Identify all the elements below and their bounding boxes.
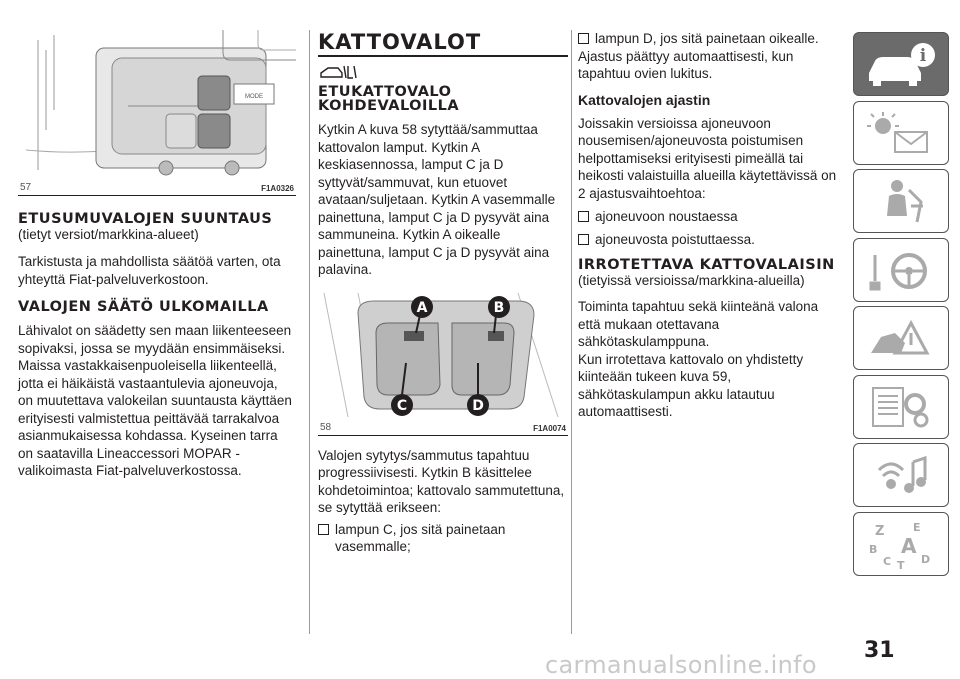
- tab-steering-wheel[interactable]: [853, 238, 949, 302]
- heading-irrotettava: IRROTETTAVA KATTOVALAISIN: [578, 257, 835, 273]
- svg-text:Z: Z: [875, 523, 885, 539]
- svg-text:C: C: [883, 554, 892, 568]
- bullet-item: [318, 521, 568, 556]
- paragraph-suuntaus: Tarkistusta ja mahdollista säätöä varten, ota yhteyttä Fiat-palveluverkostoon.: [18, 254, 281, 287]
- tab-car-info[interactable]: [853, 32, 949, 96]
- version-note-icon: [318, 63, 568, 81]
- heading-ajastin: Kattovalojen ajastin: [578, 91, 711, 108]
- bullet-item: [578, 231, 840, 249]
- column-divider: [571, 30, 572, 634]
- foglight-switch-illustration: [18, 30, 296, 177]
- service-settings-icon: [861, 382, 941, 432]
- subtitle-suuntaus: (tietyt versiot/markkina-alueet): [18, 227, 199, 242]
- figure-57: [18, 30, 296, 196]
- svg-text:E: E: [913, 520, 921, 534]
- callout-c: C: [396, 397, 408, 414]
- car-info-icon: [861, 39, 941, 89]
- multimedia-icon: [861, 450, 941, 500]
- figure-number: 58: [320, 421, 332, 433]
- svg-text:B: B: [869, 542, 878, 556]
- checkbox-bullet-icon: [578, 234, 589, 245]
- tab-warning-lights[interactable]: [853, 101, 949, 165]
- tab-service-settings[interactable]: [853, 375, 949, 439]
- steering-wheel-icon: [861, 245, 941, 295]
- warning-lights-icon: [861, 108, 941, 158]
- figure-number: 57: [20, 182, 32, 193]
- svg-text:MODE: MODE: [245, 94, 263, 100]
- chapter-tabs: [853, 32, 951, 580]
- bullet-text: lampun C, jos sitä painetaan vasemmalle;: [335, 521, 506, 554]
- heading-etukattovalo: ETUKATTOVALO KOHDEVALOILLA: [318, 84, 460, 114]
- tab-index[interactable]: [853, 512, 949, 576]
- callout-a: A: [416, 299, 428, 316]
- paragraph-etukattovalo: Kytkin A kuva 58 sytyttää/sammuttaa kattovalon lamput. Kytkin A keskiasennossa, lamput C ja D syttyvät/sammuvat, kun etuovet avataan/suljetaan. Kytkin A vasemmalle painettuna, lamput C ja D pysyvät aina sammuneina. Kytkin A oikealle painettuna, lamput C ja D pysyvät aina palavina.: [318, 122, 556, 277]
- checkbox-bullet-icon: [578, 33, 589, 44]
- paragraph-ulkomailla: Lähivalot on säädetty sen maan liikenteeseen sopivaksi, jossa se myydään ensimmäiseksi. Maissa vastakkaisenpuoleisella liikenteellä, jotta ei häikäistä vastaantulevia ajoneuvoja, on muutettava valokeilan suuntausta käyttäen erityisesti valmistettua peittävää tarrakalvoa asianmukaisessa kohdassa. Kyseinen tarra on saatavilla Lineaccessori MOPAR -valikoimasta Fiat-palveluverkostossa.: [18, 323, 292, 478]
- svg-text:A: A: [901, 533, 917, 558]
- checkbox-bullet-icon: [318, 524, 329, 535]
- tab-seat-safety[interactable]: [853, 169, 949, 233]
- heading-suuntaus: ETUSUMUVALOJEN SUUNTAUS: [18, 211, 273, 227]
- figure-code: F1A0074: [533, 423, 566, 433]
- tab-hazard-road[interactable]: [853, 306, 949, 370]
- column-right: [578, 30, 840, 421]
- heading-ulkomailla: VALOJEN SÄÄTÖ ULKOMAILLA: [18, 299, 269, 315]
- ceiling-light-illustration: [318, 293, 568, 417]
- figure-code: F1A0326: [261, 184, 294, 193]
- section-title: KATTOVALOT: [318, 30, 568, 57]
- bullet-text: ajoneuvoon noustaessa: [595, 209, 738, 224]
- checkbox-bullet-icon: [578, 211, 589, 222]
- svg-text:i: i: [919, 46, 927, 66]
- callout-d: D: [472, 397, 484, 414]
- paragraph-ajastus: Ajastus päättyy automaattisesti, kun tapahtuu ovien lukitus.: [578, 48, 794, 81]
- page-number: 31: [864, 638, 895, 663]
- bullet-text: lampun D, jos sitä painetaan oikealle.: [595, 31, 819, 46]
- figure-58: [318, 293, 568, 436]
- bullet-item: [578, 208, 840, 226]
- watermark: carmanualsonline.info: [545, 651, 817, 679]
- svg-text:T: T: [897, 558, 905, 569]
- column-middle: [318, 30, 568, 556]
- column-divider: [309, 30, 310, 634]
- paragraph-kiinnitys: Kun irrotettava kattovalo on yhdistetty kiinteään tukeen kuva 59, sähkötaskulampun akku latautuu automaattisesti.: [578, 351, 804, 419]
- hazard-road-icon: [861, 313, 941, 363]
- bullet-text: ajoneuvosta poistuttaessa.: [595, 231, 755, 247]
- callout-b: B: [493, 299, 505, 316]
- paragraph-ajastin: Joissakin versioissa ajoneuvoon nousemisen/ajoneuvosta poistumisen helpottamiseksi erityisesti pimeällä tai heikosti valaistuilla alueilla käytettävissä on 2 ajastusvaihtoehtoa:: [578, 115, 837, 201]
- subtitle-irrotettava: (tietyissä versioissa/markkina-alueilla): [578, 273, 805, 288]
- column-left: [18, 30, 296, 480]
- index-letters-icon: [861, 519, 941, 569]
- paragraph-valojen: Valojen sytytys/sammutus tapahtuu progressiivisesti. Kytkin B käsittelee kohdetoimintoa; kattovalo sammutettuna, se sytyttää erikseen:: [318, 447, 565, 515]
- svg-text:D: D: [921, 552, 931, 566]
- tab-multimedia[interactable]: [853, 443, 949, 507]
- bullet-item: [578, 30, 840, 48]
- seat-safety-icon: [861, 176, 941, 226]
- paragraph-toiminta: Toiminta tapahtuu sekä kiinteänä valona että mukaan otettavana sähkötaskulamppuna.: [578, 299, 819, 349]
